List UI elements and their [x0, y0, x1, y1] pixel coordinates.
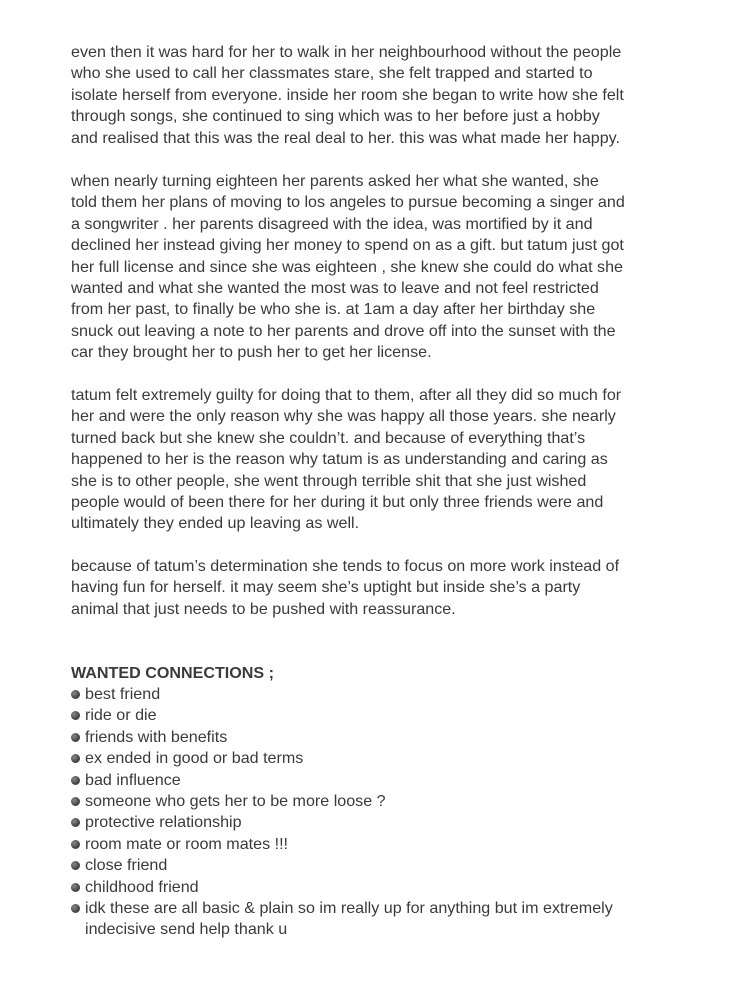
connection-label: idk these are all basic & plain so im really up for anything but im extremely indecisive send help thank u [85, 899, 613, 939]
connection-label: friends with benefits [85, 727, 228, 746]
bullet-dot-icon [71, 883, 80, 892]
bullet-dot-icon [71, 776, 80, 785]
bullet-dot-icon [71, 818, 80, 827]
bullet-dot-icon [71, 733, 80, 742]
bullet-dot-icon [71, 904, 80, 913]
paragraph-determination: because of tatum’s determination she tends to focus on more work instead of having fun for herself. it may seem she’s uptight but inside she’s a party animal that just needs to be pushed with reassurance. [71, 557, 620, 618]
list-item [71, 770, 711, 791]
connection-label: ride or die [85, 706, 157, 725]
bullet-dot-icon [71, 711, 80, 720]
list-item [71, 791, 711, 812]
paragraph-turning-eighteen: when nearly turning eighteen her parents asked her what she wanted, she told them her plans of moving to los angeles to pursue becoming a singer and a songwriter . her parents disagreed with the idea, was mortified by it and declined her instead giving her money to spend on as a gift. but tatum just got her full license and since she was eighteen , she knew she could do what she wanted and what she wanted the most was to leave and not feel restricted from her past, to finally be who she is. at 1am a day after her birthday she snuck out leaving a note to her parents and drove off into the sunset with the car they brought her to push her to get her license. [71, 172, 625, 362]
list-item [71, 705, 711, 726]
bullet-dot-icon [71, 797, 80, 806]
connections-heading: WANTED CONNECTIONS ; [71, 664, 274, 682]
connection-label: ex ended in good or bad terms [85, 749, 304, 768]
connection-label: room mate or room mates !!! [85, 834, 289, 853]
connection-label: someone who gets her to be more loose ? [85, 792, 386, 811]
connection-label: close friend [85, 856, 168, 875]
connection-label: childhood friend [85, 877, 199, 896]
list-item [71, 684, 711, 705]
list-item [71, 877, 711, 898]
connection-label: bad influence [85, 770, 181, 789]
connection-label: protective relationship [85, 813, 242, 832]
list-item [71, 855, 711, 876]
list-item [71, 898, 711, 941]
bullet-dot-icon [71, 861, 80, 870]
bullet-dot-icon [71, 840, 80, 849]
list-item [71, 748, 711, 769]
connection-label: best friend [85, 685, 161, 703]
list-item [71, 812, 711, 833]
paragraph-neighbourhood: even then it was hard for her to walk in her neighbourhood without the people who she used to call her classmates stare, she felt trapped and started to isolate herself from everyone. inside her room she began to write how she felt through songs, she continued to sing which was to her before just a hobby and realised that this was the real deal to her. this was what made her happy. [71, 43, 624, 147]
paragraph-guilt: tatum felt extremely guilty for doing that to them, after all they did so much for her and were the only reason why she was happy all those years. she nearly turned back but she knew she couldn’t. and because of everything that’s happened to her is the reason why tatum is as understanding and caring as she is to other people, she went through terrible shit that she just wished people would of been there for her during it but only three friends were and ultimately they ended up leaving as well. [71, 386, 622, 533]
list-item [71, 834, 711, 855]
bullet-dot-icon [71, 754, 80, 763]
bullet-dot-icon [71, 690, 80, 699]
connections-list [71, 684, 711, 941]
list-item [71, 727, 711, 748]
